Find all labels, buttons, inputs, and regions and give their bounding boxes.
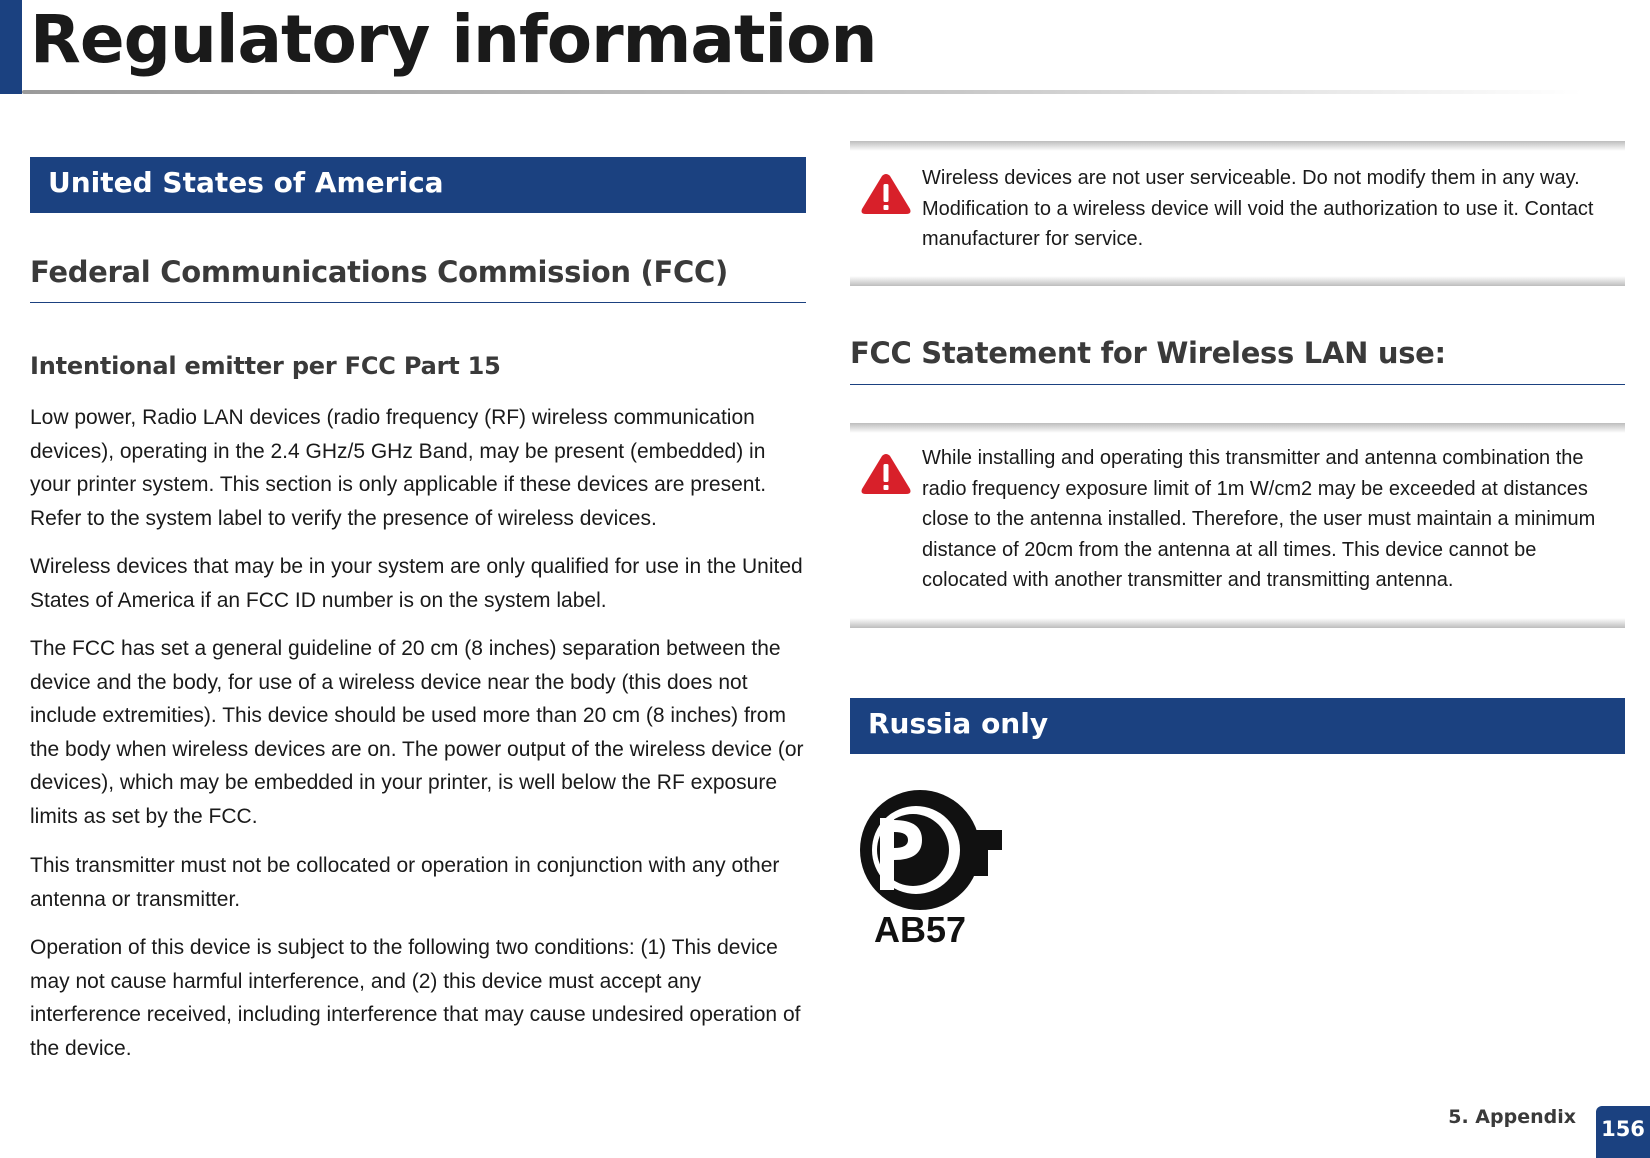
wlan-heading: FCC Statement for Wireless LAN use: (850, 336, 1446, 370)
paragraph-separation: The FCC has set a general guideline of 20 cm (8 inches) separation between the device and the body, for use of a wireless device near the body (this does not include extremities). This device should be used more than 20 cm (8 inches) from the body when wireless devices are on. The power output of the wireless device (or devices), which may be embedded in your printer, is well below the RF exposure limits as set by the FCC. (30, 637, 804, 828)
note-bottom-shade (850, 618, 1625, 628)
pct-logo-code: AB57 (874, 909, 967, 950)
fcc-heading-rule (30, 302, 806, 303)
wlan-heading-rule (850, 384, 1625, 385)
pct-certification-logo (850, 790, 1010, 950)
section-banner-usa: United States of America (30, 157, 806, 213)
note-box-exposure (850, 423, 1625, 628)
section-banner-russia: Russia only (850, 698, 1625, 754)
paragraph-rlan: Low power, Radio LAN devices (radio frequency (RF) wireless communication devices), operating in the 2.4 GHz/5 GHz Band, may be present (embedded) in your printer system. This section is only applicable if these devices are present. Refer to the system label to verify the presence of wireless devices. (30, 406, 767, 530)
part15-heading: Intentional emitter per FCC Part 15 (30, 352, 501, 380)
note-top-shade (850, 141, 1625, 151)
paragraph-conditions: Operation of this device is subject to the following two conditions: (1) This device may not cause harmful interference, and (2) this device must accept any interference received, including interference that may cause undesired operation of the device. (30, 936, 801, 1060)
page-number: 156 (1596, 1106, 1650, 1158)
warning-icon (860, 453, 912, 495)
footer-section-label: 5. Appendix (1448, 1106, 1576, 1128)
fcc-heading: Federal Communications Commission (FCC) (30, 255, 728, 289)
note-serviceable-text: Wireless devices are not user serviceable. Do not modify them in any way. Modification to a wireless device will void the authorization to use it. Contact manufacturer for service. (922, 167, 1594, 250)
note-top-shade (850, 423, 1625, 433)
warning-icon (860, 173, 912, 215)
title-divider (22, 90, 1582, 94)
note-bottom-shade (850, 276, 1625, 286)
page-title: Regulatory information (30, 1, 877, 78)
paragraph-collocation: This transmitter must not be collocated or operation in conjunction with any other antenna or transmitter. (30, 854, 780, 911)
note-exposure-text: While installing and operating this transmitter and antenna combination the radio frequency exposure limit of 1m W/cm2 may be exceeded at distances close to the antenna installed. Therefore, the user must maintain a minimum distance of 20cm from the antenna at all times. This device cannot be colocated with another transmitter and transmitting antenna. (922, 447, 1596, 591)
paragraph-qualified: Wireless devices that may be in your system are only qualified for use in the United States of America if an FCC ID number is on the system label. (30, 555, 803, 612)
note-box-serviceable (850, 141, 1625, 286)
header-accent-bar (0, 0, 22, 94)
